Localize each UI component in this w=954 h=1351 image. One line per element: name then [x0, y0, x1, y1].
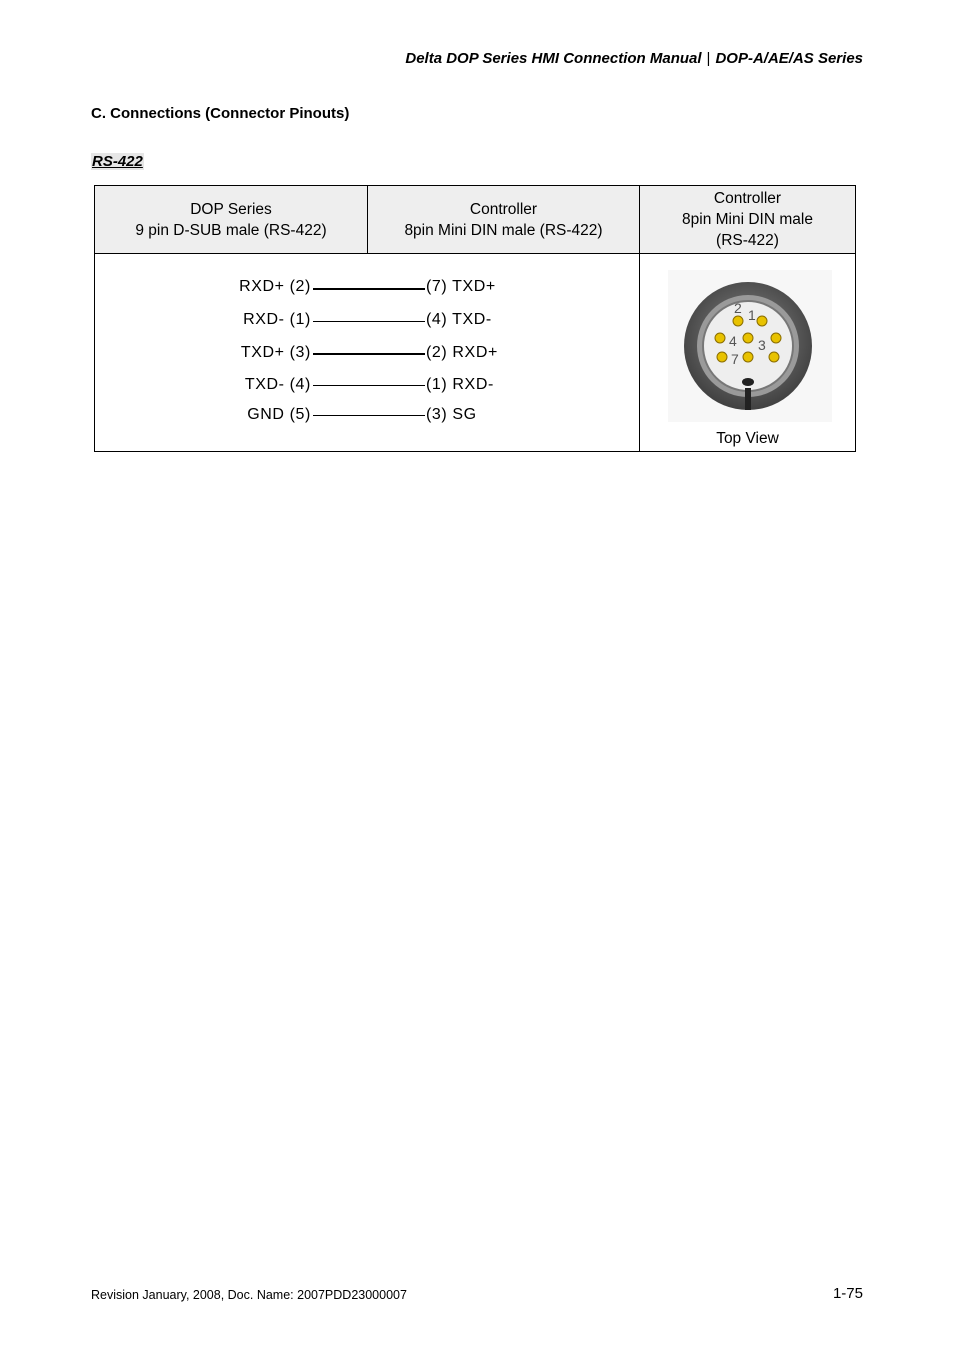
- pin: [743, 333, 753, 343]
- page-header: [405, 50, 863, 67]
- subsection-title: RS-422: [92, 153, 143, 170]
- wiring-diagram: [95, 254, 639, 451]
- pin-label: 2: [734, 300, 742, 316]
- wire-right-label: (7) TXD+: [426, 278, 496, 295]
- table-header-row: [95, 186, 856, 254]
- wire-right-label: (4) TXD-: [426, 311, 492, 328]
- table-body-row: [95, 254, 856, 452]
- section-title: C. Connections (Connector Pinouts): [91, 105, 350, 122]
- manual-title: Delta DOP Series HMI Connection Manual: [405, 50, 702, 67]
- wire-line: [313, 321, 425, 322]
- header-controller: [368, 186, 640, 254]
- pin-label: 1: [748, 307, 756, 323]
- pin: [733, 316, 743, 326]
- wire-left-label: RXD+ (2): [239, 278, 311, 295]
- pin: [769, 352, 779, 362]
- wire-line: [313, 288, 425, 290]
- wiring-cell: [95, 254, 640, 452]
- header-pinout-line3: (RS-422): [716, 232, 779, 249]
- wire-left-label: TXD- (4): [244, 376, 311, 393]
- wire-right-label: (2) RXD+: [426, 344, 498, 361]
- pin: [757, 316, 767, 326]
- wire-right-label: (3) SG: [426, 406, 477, 423]
- wire-left-label: GND (5): [247, 406, 311, 423]
- footer-revision: Revision January, 2008, Doc. Name: 2007PDD23000007: [91, 1288, 407, 1302]
- wire-line: [313, 385, 425, 386]
- header-controller-pinout: [640, 186, 856, 254]
- series-title: DOP-A/AE/AS Series: [715, 50, 863, 67]
- wire-left-label: TXD+ (3): [240, 344, 311, 361]
- header-dop-line1: DOP Series: [190, 200, 272, 218]
- pin: [771, 333, 781, 343]
- wire-line: [313, 415, 425, 416]
- connector-key: [745, 388, 751, 410]
- header-dop-line2: 9 pin D-SUB male (RS-422): [135, 221, 327, 239]
- pin: [715, 333, 725, 343]
- header-pinout-line2: 8pin Mini DIN male: [682, 211, 813, 228]
- mini-din-connector-icon: [668, 270, 832, 422]
- pin-label: 4: [729, 333, 737, 349]
- pin-label: 3: [758, 337, 766, 353]
- connector-caption: Top View: [716, 430, 779, 447]
- page-number: 1-75: [832, 1285, 863, 1302]
- header-controller-line2: 8pin Mini DIN male (RS-422): [404, 221, 603, 239]
- pin-label: 7: [731, 351, 739, 367]
- wire-right-label: (1) RXD-: [426, 376, 494, 393]
- pin: [717, 352, 727, 362]
- wire-line: [313, 353, 425, 355]
- pin: [743, 352, 753, 362]
- wire-left-label: RXD- (1): [243, 311, 311, 328]
- header-separator: |: [706, 50, 711, 67]
- header-controller-line1: Controller: [469, 200, 538, 218]
- connector-cell: [640, 254, 856, 452]
- pinout-table: [94, 185, 856, 452]
- header-pinout-line1: Controller: [713, 190, 782, 207]
- header-dop: [95, 186, 368, 254]
